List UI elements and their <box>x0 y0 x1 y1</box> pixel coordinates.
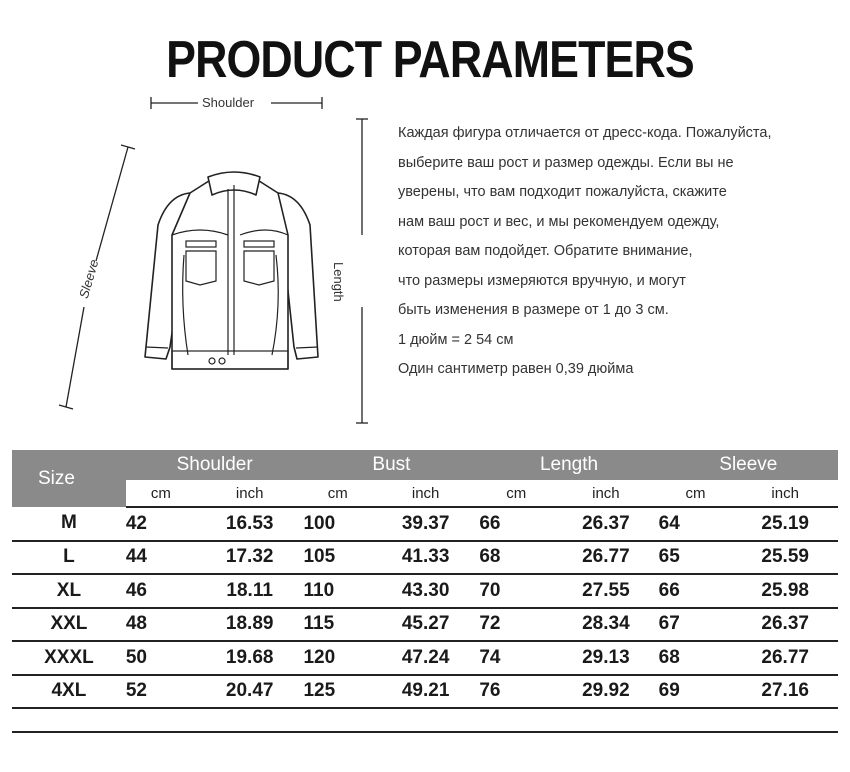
inch-cell: 17.32 <box>196 541 304 575</box>
cm-cell: 110 <box>303 574 371 608</box>
description-line: быть изменения в размере от 1 до 3 см. <box>398 302 669 318</box>
inch-cell: 45.27 <box>372 608 479 642</box>
table-row <box>12 641 838 675</box>
size-cell: XL <box>12 574 126 608</box>
inch-cell: 49.21 <box>372 675 479 709</box>
description-line: выберите ваш рост и размер одежды. Если вы не <box>398 154 734 171</box>
description-line: что размеры измеряются вручную, и могут <box>398 272 686 289</box>
table-header-row <box>12 450 838 480</box>
cm-cell: 50 <box>126 641 196 675</box>
shoulder-column-header: Shoulder <box>126 450 304 480</box>
bust-column-header: Bust <box>303 450 479 480</box>
inch-cell: 27.55 <box>553 574 659 608</box>
table-row <box>12 574 838 608</box>
description-line: уверены, что вам подходит пожалуйста, скажите <box>398 184 727 200</box>
cm-cell: 46 <box>126 574 196 608</box>
cm-cell: 65 <box>659 541 733 575</box>
cm-cell: 72 <box>479 608 553 642</box>
inch-cell: 25.98 <box>732 574 838 608</box>
size-cell: L <box>12 541 126 575</box>
cm-cell: 52 <box>126 675 196 709</box>
inch-cell: 18.89 <box>196 608 304 642</box>
cm-cell: 44 <box>126 541 196 575</box>
description-line: 1 дюйм = 2 54 см <box>398 331 514 348</box>
table-row <box>12 608 838 642</box>
cm-cell: 68 <box>659 641 733 675</box>
unit-cm: cm <box>659 480 733 507</box>
inch-cell: 18.11 <box>196 574 304 608</box>
unit-inch: inch <box>196 480 304 507</box>
inch-cell: 26.37 <box>732 608 838 642</box>
table-row <box>12 541 838 575</box>
unit-inch: inch <box>732 480 838 507</box>
table-unit-row <box>12 480 838 507</box>
inch-cell: 29.13 <box>553 641 659 675</box>
unit-inch: inch <box>372 480 479 507</box>
inch-cell: 29.92 <box>553 675 659 709</box>
cm-cell: 115 <box>303 608 371 642</box>
cm-cell: 48 <box>126 608 196 642</box>
inch-cell: 26.77 <box>732 641 838 675</box>
cm-cell: 120 <box>303 641 371 675</box>
cm-cell: 67 <box>659 608 733 642</box>
size-cell: M <box>12 507 126 541</box>
size-rows <box>12 507 838 708</box>
table-bottom-line <box>12 731 838 733</box>
cm-cell: 64 <box>659 507 733 541</box>
description-text <box>398 119 838 385</box>
inch-cell: 26.77 <box>553 541 659 575</box>
inch-cell: 16.53 <box>196 507 304 541</box>
size-cell: XXXL <box>12 641 126 675</box>
inch-cell: 47.24 <box>372 641 479 675</box>
sleeve-column-header: Sleeve <box>659 450 838 480</box>
unit-inch: inch <box>553 480 659 507</box>
cm-cell: 105 <box>303 541 371 575</box>
cm-cell: 74 <box>479 641 553 675</box>
cm-cell: 70 <box>479 574 553 608</box>
size-cell: XXL <box>12 608 126 642</box>
description-line: Каждая фигура отличается от дресс-кода. Пожалуйста, <box>398 125 772 141</box>
description-line: нам ваш рост и вес, и мы рекомендуем одежду, <box>398 213 720 230</box>
table-row <box>12 675 838 709</box>
inch-cell: 25.59 <box>732 541 838 575</box>
inch-cell: 41.33 <box>372 541 479 575</box>
inch-cell: 19.68 <box>196 641 304 675</box>
inch-cell: 25.19 <box>732 507 838 541</box>
length-column-header: Length <box>479 450 658 480</box>
cm-cell: 69 <box>659 675 733 709</box>
description-line: Один сантиметр равен 0,39 дюйма <box>398 361 634 377</box>
unit-cm: cm <box>479 480 553 507</box>
table-row <box>12 507 838 541</box>
inch-cell: 26.37 <box>553 507 659 541</box>
cm-cell: 76 <box>479 675 553 709</box>
inch-cell: 20.47 <box>196 675 304 709</box>
cm-cell: 66 <box>479 507 553 541</box>
inch-cell: 28.34 <box>553 608 659 642</box>
inch-cell: 27.16 <box>732 675 838 709</box>
size-cell: 4XL <box>12 675 126 709</box>
size-table <box>12 450 838 709</box>
sleeve-label: Sleeve <box>76 257 102 301</box>
inch-cell: 43.30 <box>372 574 479 608</box>
unit-cm: cm <box>126 480 196 507</box>
cm-cell: 100 <box>303 507 371 541</box>
jacket-diagram <box>0 85 390 425</box>
description-line: которая вам подойдет. Обратите внимание, <box>398 243 693 259</box>
page-title: PRODUCT PARAMETERS <box>166 31 694 89</box>
unit-cm: cm <box>303 480 371 507</box>
cm-cell: 42 <box>126 507 196 541</box>
shoulder-label: Shoulder <box>202 95 255 110</box>
size-column-header: Size <box>12 450 126 507</box>
inch-cell: 39.37 <box>372 507 479 541</box>
cm-cell: 66 <box>659 574 733 608</box>
length-label: Length <box>331 262 346 302</box>
cm-cell: 68 <box>479 541 553 575</box>
cm-cell: 125 <box>303 675 371 709</box>
